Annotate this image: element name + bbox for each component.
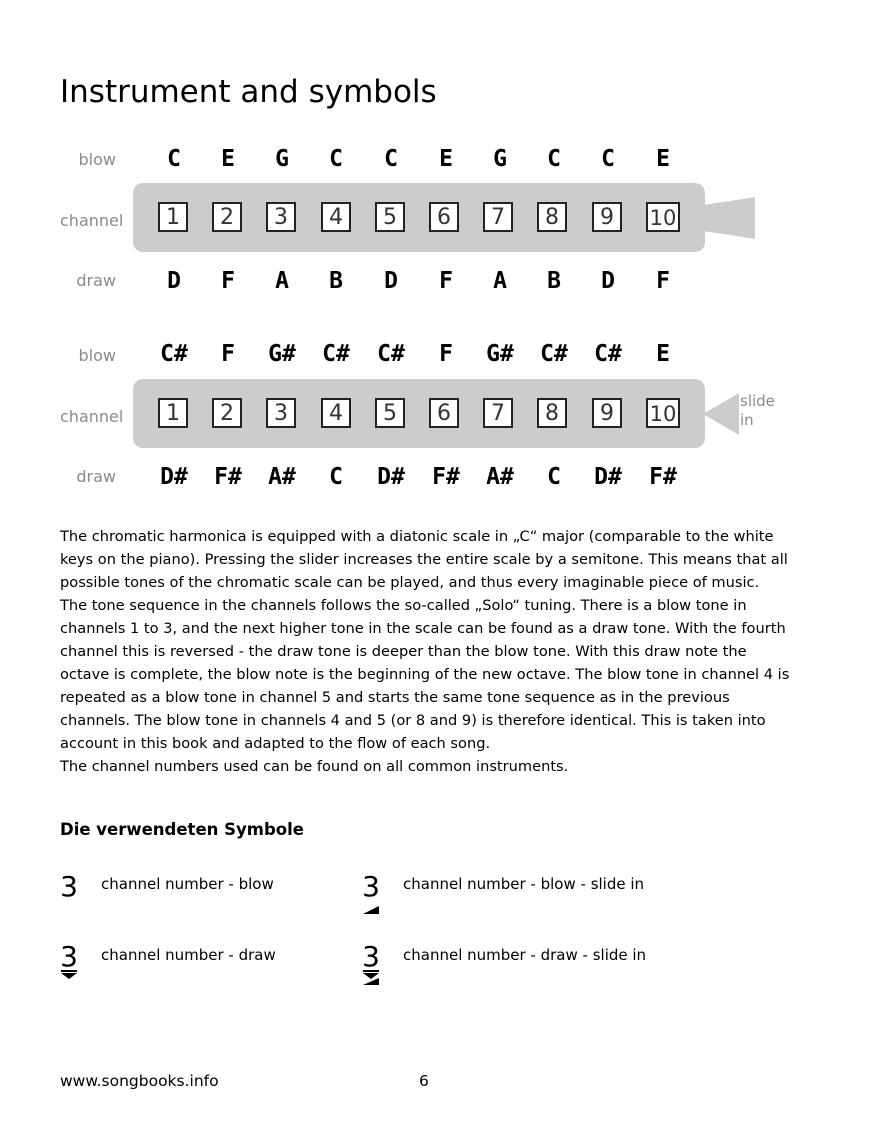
slide-label-line1: slide: [740, 392, 775, 410]
channel-cell-slide-3: 3: [266, 398, 296, 428]
draw-note-1: D: [167, 268, 181, 294]
draw-note-6: F: [439, 268, 453, 294]
channel-cell-10: 10: [646, 202, 680, 232]
channel-cell-8: 8: [537, 202, 567, 232]
blow-slide-note-10: E: [656, 341, 670, 367]
blow-slide-note-4: C#: [322, 341, 350, 367]
channel-cell-6: 6: [429, 202, 459, 232]
slide-in-label: [740, 392, 775, 430]
harmonica-mouthpiece-icon: [703, 197, 757, 239]
slide-label-line2: in: [740, 411, 754, 429]
draw-note-7: A: [493, 268, 507, 294]
blow-notes-row-slide: [0, 341, 869, 371]
paragraph-2: The tone sequence in the channels follows the so-called „Solo“ tuning. There is a blow tone in channels 1 to 3, and the next higher tone in the scale can be found as a draw tone. With the fourth channel this is reversed - the draw tone is deeper than the blow tone. With this draw note the octave is complete, the blow note is the beginning of the new octave. The blow tone in channel 4 is repeated as a blow tone in channel 5 and starts the same tone sequence as in the previous channels. The blow tone in channels 4 and 5 (or 8 and 9) is therefore identical. This is taken into account in this book and adapted to the flow of each song.: [60, 597, 790, 752]
row-label-blow-2: blow: [78, 346, 116, 365]
channel-cell-slide-2: 2: [212, 398, 242, 428]
channel-cell-1: 1: [158, 202, 188, 232]
draw-slide-note-8: C: [547, 464, 561, 490]
channel-cell-slide-6: 6: [429, 398, 459, 428]
symbol-draw: [57, 942, 81, 972]
channel-cell-9: 9: [592, 202, 622, 232]
blow-note-10: E: [656, 146, 670, 172]
channel-cell-slide-8: 8: [537, 398, 567, 428]
symbol-blow-slide: [359, 872, 383, 902]
draw-slide-note-4: C: [329, 464, 343, 490]
draw-slide-note-7: A#: [486, 464, 514, 490]
draw-note-4: B: [329, 268, 343, 294]
footer-website: www.songbooks.info: [60, 1072, 219, 1090]
row-label-blow: blow: [78, 150, 116, 169]
blow-note-5: C: [384, 146, 398, 172]
blow-slide-note-2: F: [221, 341, 235, 367]
channel-cell-4: 4: [321, 202, 351, 232]
blow-slide-note-8: C#: [540, 341, 568, 367]
blow-slide-note-9: C#: [594, 341, 622, 367]
page-number: 6: [419, 1072, 429, 1090]
blow-slide-note-6: F: [439, 341, 453, 367]
draw-slide-in-mark-icon: [361, 969, 381, 987]
blow-slide-note-1: C#: [160, 341, 188, 367]
draw-note-10: F: [656, 268, 670, 294]
channel-cell-slide-4: 4: [321, 398, 351, 428]
channel-cell-3: 3: [266, 202, 296, 232]
symbol-blow-slide-desc: channel number - blow - slide in: [403, 875, 645, 893]
draw-slide-note-2: F#: [214, 464, 242, 490]
draw-slide-note-10: F#: [649, 464, 677, 490]
channel-cell-7: 7: [483, 202, 513, 232]
blow-notes-row: [0, 146, 869, 176]
draw-note-9: D: [601, 268, 615, 294]
blow-slide-note-5: C#: [377, 341, 405, 367]
blow-slide-note-7: G#: [486, 341, 514, 367]
draw-slide-note-3: A#: [268, 464, 296, 490]
blow-slide-note-3: G#: [268, 341, 296, 367]
blow-note-7: G: [493, 146, 507, 172]
symbol-blow-number: 3: [60, 870, 78, 903]
row-label-draw-2: draw: [76, 467, 116, 486]
draw-slide-note-6: F#: [432, 464, 460, 490]
slide-in-mark-icon: [361, 904, 381, 916]
row-label-channel: channel: [60, 211, 124, 230]
symbol-blow-desc: channel number - blow: [101, 875, 274, 893]
channel-cell-slide-9: 9: [592, 398, 622, 428]
blow-note-6: E: [439, 146, 453, 172]
draw-slide-note-1: D#: [160, 464, 188, 490]
symbol-draw-slide: [359, 942, 383, 972]
channel-cell-slide-10: 10: [646, 398, 680, 428]
row-label-draw: draw: [76, 271, 116, 290]
symbol-draw-slide-desc: channel number - draw - slide in: [403, 946, 647, 964]
draw-notes-row-slide: [0, 464, 869, 494]
channel-cell-slide-7: 7: [483, 398, 513, 428]
draw-slide-note-5: D#: [377, 464, 405, 490]
slide-in-arrow-icon: [703, 393, 741, 435]
blow-note-9: C: [601, 146, 615, 172]
channel-cell-slide-1: 1: [158, 398, 188, 428]
paragraph-3: The channel numbers used can be found on all common instruments.: [60, 758, 569, 775]
draw-note-5: D: [384, 268, 398, 294]
channel-cell-2: 2: [212, 202, 242, 232]
symbol-blow-slide-number: 3: [362, 870, 380, 903]
blow-note-2: E: [221, 146, 235, 172]
paragraph-1: The chromatic harmonica is equipped with a diatonic scale in „C“ major (comparable to the white keys on the piano). Pressing the slider increases the entire scale by a semitone. This means that all possible tones of the chromatic scale can be played, and thus every imaginable piece of music.: [60, 528, 788, 591]
description-text: [60, 525, 800, 778]
draw-note-8: B: [547, 268, 561, 294]
channel-cell-5: 5: [375, 202, 405, 232]
blow-note-3: G: [275, 146, 289, 172]
draw-slide-note-9: D#: [594, 464, 622, 490]
draw-underline-icon: [59, 969, 79, 981]
row-label-channel-2: channel: [60, 407, 124, 426]
symbol-blow: [57, 872, 81, 902]
draw-notes-row: [0, 268, 869, 298]
blow-note-1: C: [167, 146, 181, 172]
symbols-heading: Die verwendeten Symbole: [60, 820, 304, 839]
symbol-draw-desc: channel number - draw: [101, 946, 276, 964]
draw-note-2: F: [221, 268, 235, 294]
draw-note-3: A: [275, 268, 289, 294]
page-title: Instrument and symbols: [60, 74, 437, 110]
channel-cell-slide-5: 5: [375, 398, 405, 428]
symbol-draw-slide-number: 3: [362, 940, 380, 973]
blow-note-8: C: [547, 146, 561, 172]
blow-note-4: C: [329, 146, 343, 172]
symbol-draw-number: 3: [60, 940, 78, 973]
